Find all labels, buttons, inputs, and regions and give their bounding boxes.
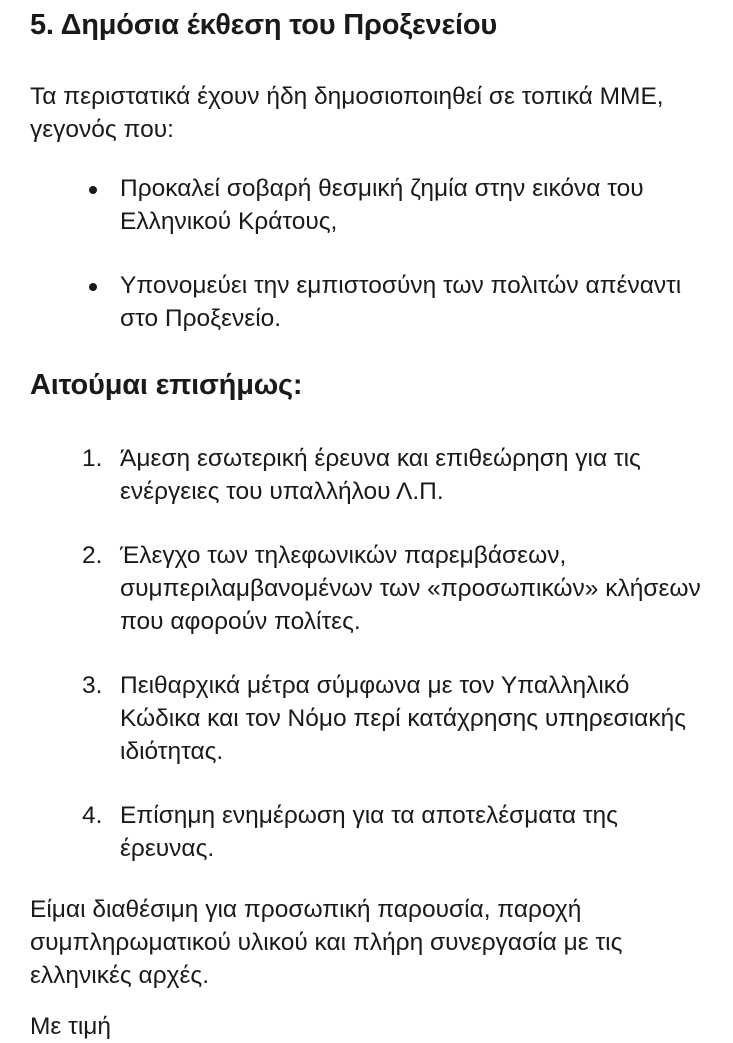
cutoff-line <box>30 1012 150 1040</box>
request-list <box>30 442 710 896</box>
item-number: 2. <box>82 542 103 569</box>
item-text: Πειθαρχικά μέτρα σύμφωνα με τον Υπαλληλικό Κώδικα και τον Νόμο περί κατάχρησης υπηρεσιακής ιδιότητας. <box>120 672 687 765</box>
item-number: 3. <box>82 672 103 699</box>
list-item <box>30 539 710 638</box>
list-item <box>30 799 710 865</box>
item-text: Έλεγχο των τηλεφωνικών παρεμβάσεων, συμπεριλαμβανομένων των «προσωπικών» κλήσεων που αφορούν πολίτες. <box>120 542 701 635</box>
bullet-icon <box>89 186 97 194</box>
list-item <box>30 669 710 768</box>
item-text: Επίσημη ενημέρωση για τα αποτελέσματα της έρευνας. <box>120 802 618 862</box>
intro-paragraph: Τα περιστατικά έχουν ήδη δημοσιοποιηθεί σε τοπικά ΜΜΕ, γεγονός που: <box>30 83 664 143</box>
bullet-icon <box>89 283 97 291</box>
item-number: 1. <box>82 445 103 472</box>
bullet-list <box>30 172 710 366</box>
list-item <box>30 442 710 508</box>
list-item <box>30 172 710 238</box>
list-item <box>30 269 710 335</box>
section-heading: 5. Δημόσια έκθεση του Προξενείου <box>30 9 498 41</box>
requests-heading: Αιτούμαι επισήμως: <box>30 369 303 401</box>
item-text: Άμεση εσωτερική έρευνα και επιθεώρηση για τις ενέργειες του υπαλλήλου Λ.Π. <box>120 445 641 505</box>
bullet-text: Προκαλεί σοβαρή θεσμική ζημία στην εικόνα του Ελληνικού Κράτους, <box>120 175 644 235</box>
closing-paragraph: Είμαι διαθέσιμη για προσωπική παρουσία, παροχή συμπληρωματικού υλικού και πλήρη συνεργασία με τις ελληνικές αρχές. <box>30 896 623 989</box>
item-number: 4. <box>82 802 103 829</box>
cutoff-text: Με τιμή <box>30 1013 112 1040</box>
bullet-text: Υπονομεύει την εμπιστοσύνη των πολιτών απέναντι στο Προξενείο. <box>120 272 682 332</box>
